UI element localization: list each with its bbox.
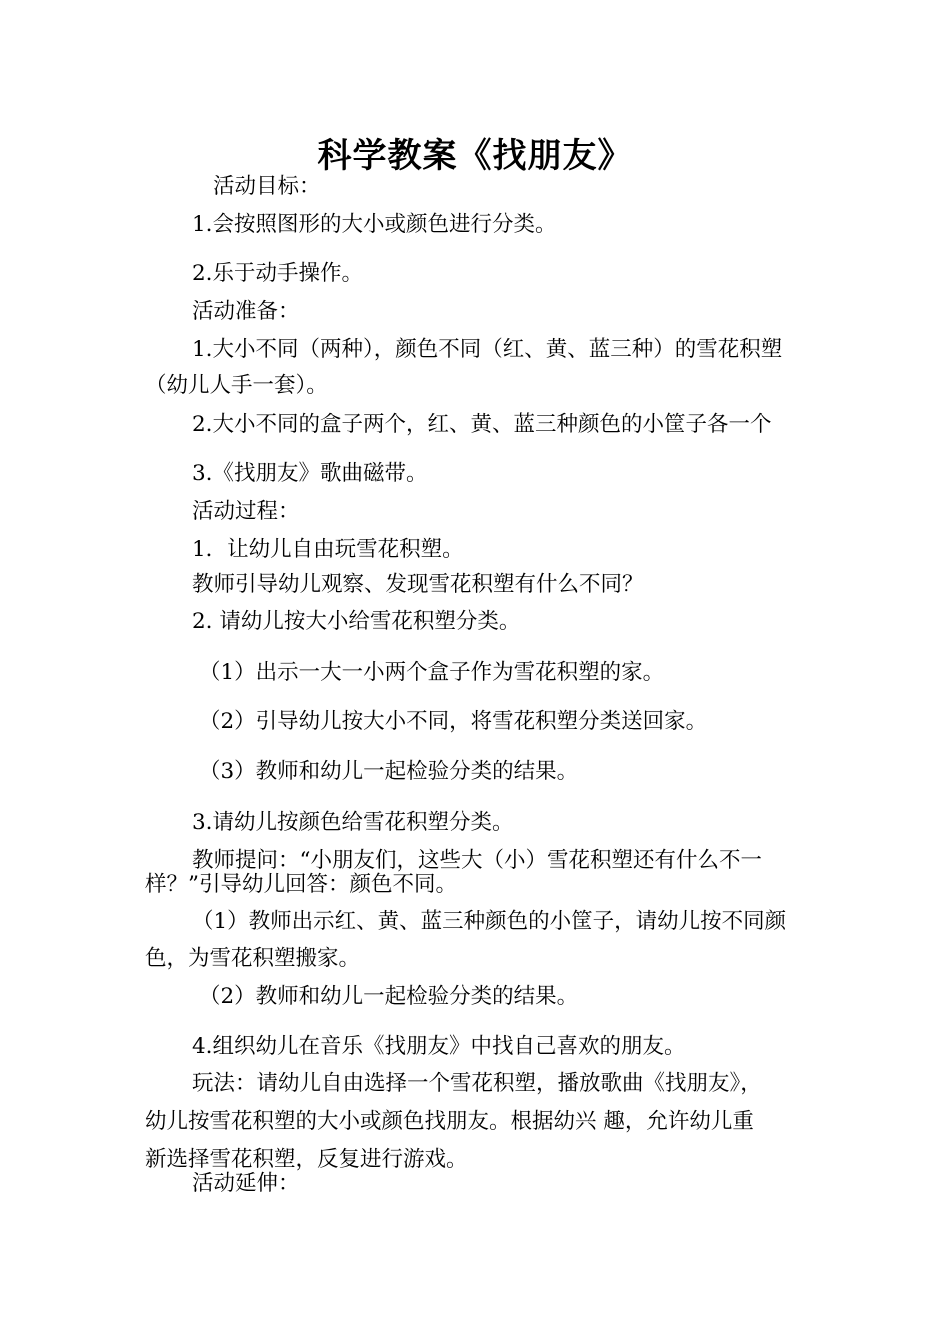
- step-3-sub-1-line-1: （1）教师出示红、黄、蓝三种颜色的小筐子，请幼儿按不同颜: [192, 909, 787, 934]
- play-method-line-2: 幼儿按雪花积塑的大小或颜色找朋友。根据幼兴 趣，允许幼儿重: [145, 1109, 754, 1134]
- step-2-sub-1: （1）出示一大一小两个盒子作为雪花积塑的家。: [199, 660, 665, 685]
- step-2-sub-3: （3）教师和幼儿一起检验分类的结果。: [199, 759, 579, 784]
- step-3-question-line-1: 教师提问：“小朋友们，这些大（小）雪花积塑还有什么不一: [192, 848, 762, 873]
- heading-process: 活动过程：: [192, 499, 300, 524]
- step-3-sub-1-line-2: 色，为雪花积塑搬家。: [145, 946, 361, 971]
- heading-preparation: 活动准备：: [192, 299, 300, 324]
- step-3: 3.请幼儿按颜色给雪花积塑分类。: [192, 810, 514, 835]
- step-4: 4.组织幼儿在音乐《找朋友》中找自己喜欢的朋友。: [192, 1034, 686, 1059]
- step-1-note: 教师引导幼儿观察、发现雪花积塑有什么不同？: [192, 572, 644, 597]
- goal-2: 2.乐于动手操作。: [192, 261, 364, 286]
- play-method-line-1: 玩法：请幼儿自由选择一个雪花积塑，播放歌曲《找朋友》，: [192, 1071, 762, 1096]
- prep-1-line-2: （幼儿人手一套）。: [145, 373, 328, 398]
- step-2: 2. 请幼儿按大小给雪花积塑分类。: [192, 609, 521, 634]
- heading-goals: 活动目标：: [213, 174, 321, 199]
- step-1: 1．让幼儿自由玩雪花积塑。: [192, 537, 464, 562]
- step-3-sub-2: （2）教师和幼儿一起检验分类的结果。: [199, 984, 579, 1009]
- document-title: 科学教案《找朋友》: [317, 136, 633, 176]
- step-3-question-line-2: 样？”引导幼儿回答：颜色不同。: [145, 872, 457, 897]
- prep-3: 3.《找朋友》歌曲磁带。: [192, 461, 428, 486]
- prep-1-line-1: 1.大小不同（两种），颜色不同（红、黄、蓝三种）的雪花积塑: [192, 337, 783, 362]
- heading-extension: 活动延伸：: [192, 1171, 300, 1196]
- prep-2: 2.大小不同的盒子两个，红、黄、蓝三种颜色的小筐子各一个: [192, 412, 772, 437]
- goal-1: 1.会按照图形的大小或颜色进行分类。: [192, 212, 557, 237]
- play-method-line-3: 新选择雪花积塑，反复进行游戏。: [145, 1147, 468, 1172]
- step-2-sub-2: （2）引导幼儿按大小不同，将雪花积塑分类送回家。: [199, 709, 708, 734]
